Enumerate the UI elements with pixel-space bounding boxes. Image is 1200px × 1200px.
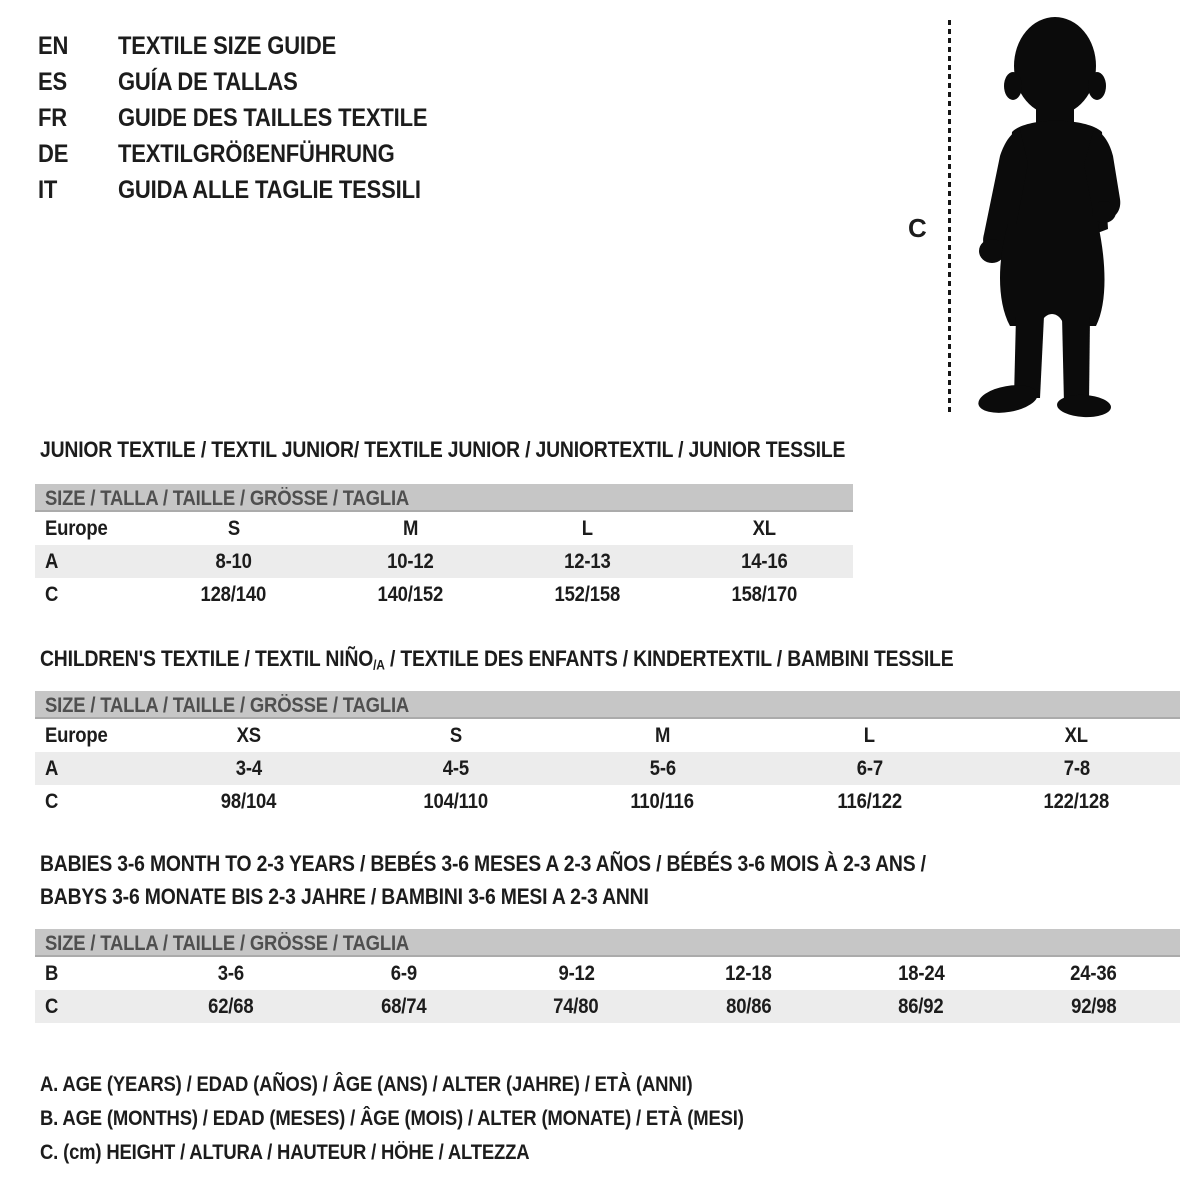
height-measure-label: C [908, 213, 927, 243]
table-cell: 8-10 [215, 550, 252, 573]
table-header-bar: SIZE / TALLA / TAILLE / GRÖSSE / TAGLIA [35, 691, 1180, 719]
table-header-bar: SIZE / TALLA / TAILLE / GRÖSSE / TAGLIA [35, 484, 853, 512]
table-cell: 6-9 [390, 962, 417, 985]
section-title-babies: BABIES 3-6 MONTH TO 2-3 YEARS / BEBÉS 3-6 MESES A 2-3 AÑOS / BÉBÉS 3-6 MOIS À 2-3 ANS / BABYS 3-6 MONATE BIS 2-3 JAHRE / BAMBINI 3-6 MESI A 2-3 ANNI [40, 851, 926, 909]
legend-line-c: C. (cm) HEIGHT / ALTURA / HAUTEUR / HÖHE / ALTEZZA [40, 1141, 530, 1164]
legend [40, 1068, 840, 1170]
size-table-babies [35, 929, 1180, 1023]
language-row [38, 172, 470, 208]
table-cell: L [863, 724, 876, 747]
guide-title: GUÍA DE TALLAS [118, 68, 298, 96]
row-label: C [45, 790, 59, 813]
table-cell: 14-16 [741, 550, 788, 573]
table-cell: 12-13 [564, 550, 611, 573]
language-code: ES [38, 68, 67, 96]
table-cell: 128/140 [200, 583, 267, 606]
table-cell: 140/152 [377, 583, 444, 606]
language-code: DE [38, 140, 69, 168]
table-row [35, 990, 1180, 1023]
table-row [35, 785, 1180, 818]
language-code: IT [38, 176, 58, 204]
table-cell: XS [236, 724, 261, 747]
table-cell: L [581, 517, 594, 540]
table-cell: M [654, 724, 671, 747]
language-row [38, 136, 470, 172]
table-cell: 92/98 [1071, 995, 1117, 1018]
language-code: FR [38, 104, 67, 132]
toddler-silhouette [962, 14, 1140, 422]
table-row [35, 545, 853, 578]
table-cell: 80/86 [726, 995, 772, 1018]
row-label: Europe [45, 517, 108, 540]
section-title-junior: JUNIOR TEXTILE / TEXTIL JUNIOR/ TEXTILE JUNIOR / JUNIORTEXTIL / JUNIOR TESSILE [40, 437, 846, 462]
title-subscript: /A [373, 657, 385, 673]
height-dashed-line [948, 20, 951, 414]
table-cell: 7-8 [1063, 757, 1090, 780]
language-code: EN [38, 32, 69, 60]
size-table-children [35, 691, 1180, 818]
table-cell: 12-18 [725, 962, 772, 985]
guide-title: GUIDA ALLE TAGLIE TESSILI [118, 176, 421, 204]
section-title-children: CHILDREN'S TEXTILE / TEXTIL $NIÑO_{/A}$ / TEXTILE DES ENFANTS / KINDERTEXTIL / BAMBINI TESSILE [40, 646, 954, 673]
size-table-junior [35, 484, 853, 611]
table-row [35, 578, 853, 611]
table-cell: 6-7 [856, 757, 883, 780]
table-cell: XL [1064, 724, 1089, 747]
table-cell: S [227, 517, 240, 540]
guide-title: GUIDE DES TAILLES TEXTILE [118, 104, 428, 132]
language-title-list [38, 28, 470, 208]
row-label: B [45, 962, 59, 985]
table-header-bar: SIZE / TALLA / TAILLE / GRÖSSE / TAGLIA [35, 929, 1180, 957]
table-row [35, 719, 1180, 752]
table-cell: 68/74 [381, 995, 427, 1018]
table-cell: 5-6 [649, 757, 676, 780]
table-row [35, 752, 1180, 785]
table-cell: 116/122 [837, 790, 902, 813]
table-cell: 152/158 [554, 583, 621, 606]
row-label: A [45, 757, 59, 780]
language-row [38, 28, 470, 64]
language-row [38, 64, 470, 100]
table-cell: S [449, 724, 462, 747]
table-cell: 9-12 [558, 962, 595, 985]
table-cell: 4-5 [442, 757, 469, 780]
row-label: C [45, 995, 59, 1018]
table-cell: XL [752, 517, 777, 540]
table-cell: 98/104 [220, 790, 277, 813]
table-cell: 122/128 [1043, 790, 1110, 813]
table-cell: 62/68 [208, 995, 254, 1018]
guide-title: TEXTILGRÖßENFÜHRUNG [118, 140, 395, 168]
row-label: A [45, 550, 59, 573]
guide-title: TEXTILE SIZE GUIDE [118, 32, 337, 60]
table-cell: 3-4 [235, 757, 262, 780]
table-cell: 18-24 [898, 962, 945, 985]
table-cell: 104/110 [423, 790, 488, 813]
table-cell: 10-12 [387, 550, 434, 573]
table-cell: M [402, 517, 419, 540]
table-cell: 86/92 [898, 995, 944, 1018]
language-row [38, 100, 470, 136]
row-label: C [45, 583, 59, 606]
table-row [35, 512, 853, 545]
table-cell: 110/116 [630, 790, 695, 813]
table-cell: 158/170 [731, 583, 798, 606]
table-cell: 3-6 [218, 962, 245, 985]
table-cell: 24-36 [1070, 962, 1117, 985]
legend-line-b: B. AGE (MONTHS) / EDAD (MESES) / ÂGE (MOIS) / ALTER (MONATE) / ETÀ (MESI) [40, 1107, 744, 1130]
table-row [35, 957, 1180, 990]
row-label: Europe [45, 724, 108, 747]
legend-line-a: A. AGE (YEARS) / EDAD (AÑOS) / ÂGE (ANS) / ALTER (JAHRE) / ETÀ (ANNI) [40, 1073, 693, 1096]
table-cell: 74/80 [553, 995, 599, 1018]
